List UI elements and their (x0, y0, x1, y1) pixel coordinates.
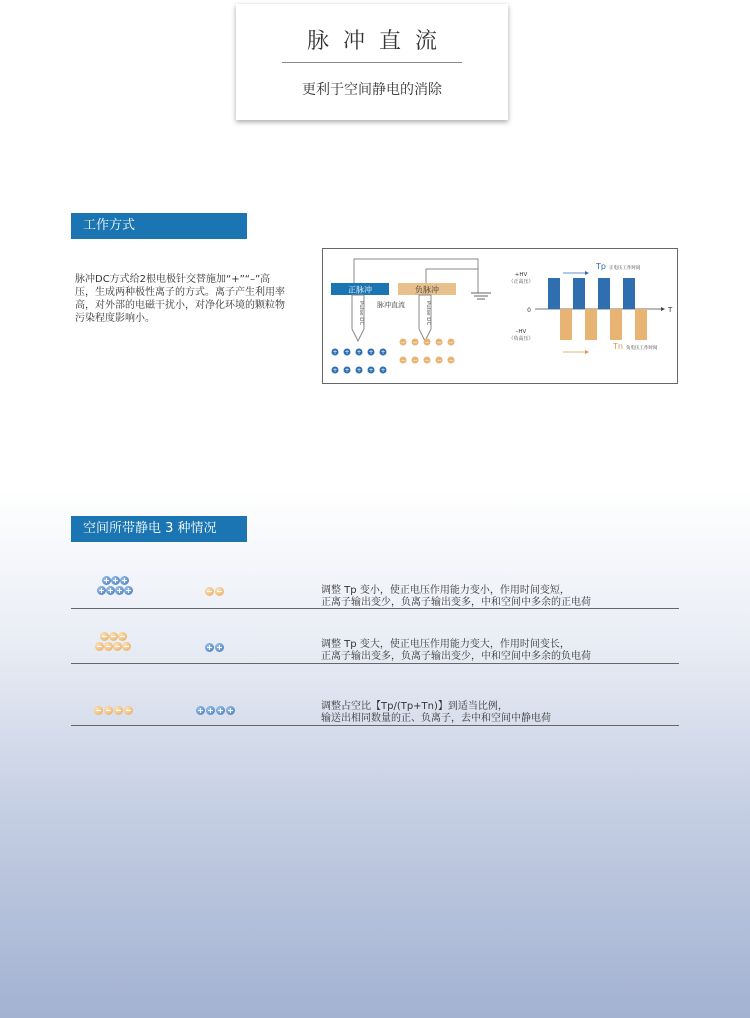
page-subtitle: 更利于空间静电的消除 (302, 82, 442, 98)
negative-ion-icon: − (216, 587, 223, 596)
positive-ion-icon: + (216, 643, 223, 652)
row2-line1: 调整 Tp 变大，使正电压作用能力变大，作用时间变长， (321, 639, 570, 650)
ion-symbol: − (436, 357, 442, 365)
negative-ion-icon: − (206, 587, 213, 596)
positive-ion-icon: + (206, 643, 213, 652)
positive-ion-icon: + (217, 706, 224, 715)
positive-ion-icon: + (125, 586, 132, 595)
negative-ion-icon: − (123, 642, 130, 651)
row2-divider (71, 663, 679, 664)
negative-ion-icon: − (101, 632, 108, 641)
negative-ion-icon: − (115, 706, 122, 715)
ion-symbol: + (380, 349, 386, 357)
positive-pulse-bar (623, 278, 635, 309)
negative-pulse-bar (585, 309, 597, 340)
positive-ion-icon: + (107, 586, 114, 595)
ion-symbol: − (436, 339, 442, 347)
minus-hv-sub-label: （负高压） (508, 336, 534, 342)
zero-label: 0 (527, 307, 531, 314)
tp-desc: 正电压工作时间 (609, 266, 641, 271)
positive-ion-icon: + (207, 706, 214, 715)
row3-line2: 输送出相同数量的正、负离子，去中和空间中静电荷 (321, 713, 551, 724)
positive-pulse-bar (598, 278, 610, 309)
ion-symbol: + (344, 367, 350, 375)
row3-text (321, 701, 551, 725)
ion-symbol: + (368, 349, 374, 357)
ion-symbol: + (368, 367, 374, 375)
tp-label: Tp (596, 262, 606, 271)
pulse-dc-center-label: 脉冲直流 (377, 301, 405, 309)
working-mode-description: 脉冲DC方式给2根电极针交替施加“+”“–”高压，生成两种极性离子的方式。离子产生利用率高，对外部的电磁干扰小，对净化环境的颗粒物污染程度影响小。 (75, 274, 285, 324)
ion-symbol: + (380, 367, 386, 375)
row1-line2: 正离子输出变少，负离子输出变多，中和空间中多余的正电荷 (321, 597, 591, 608)
ion-symbol: + (332, 367, 338, 375)
pulse-dc-diagram (322, 248, 678, 384)
ion-symbol: + (356, 349, 362, 357)
diagram-negative-ions (400, 339, 455, 365)
ion-symbol: − (424, 357, 430, 365)
ion-symbol: − (448, 357, 454, 365)
ion-symbol: − (412, 357, 418, 365)
positive-ion-icon: + (121, 576, 128, 585)
pos-pulse-label: 正脉冲 (348, 285, 372, 295)
negative-ion-icon: − (119, 632, 126, 641)
tn-desc: 负电压工作时间 (626, 346, 658, 351)
plus-hv-label: +HV (514, 272, 528, 278)
ion-symbol: − (400, 339, 406, 347)
section-heading-working-mode: 工作方式 (71, 213, 247, 239)
minus-hv-label: –HV (515, 329, 527, 335)
negative-ion-icon: − (105, 642, 112, 651)
row1-line1: 调整 Tp 变小，使正电压作用能力变小，作用时间变短， (321, 585, 570, 596)
positive-ion-icon: + (227, 706, 234, 715)
title-card (236, 4, 508, 120)
ion-symbol: + (356, 367, 362, 375)
positive-ion-icon: + (112, 576, 119, 585)
tp-arrow-icon (585, 271, 589, 275)
section-heading-static-cases: 空间所带静电 3 种情况 (71, 516, 247, 542)
ion-symbol: + (332, 349, 338, 357)
row3-divider (71, 725, 679, 726)
diagram-positive-ions (332, 349, 387, 375)
title-divider (282, 62, 462, 63)
wire-negative (426, 269, 478, 283)
ion-symbol: − (412, 339, 418, 347)
pulse-dc-diagram-svg (323, 249, 679, 385)
row2-line2: 正离子输出变多，负离子输出变少，中和空间中多余的负电荷 (321, 651, 591, 662)
positive-ion-icon: + (98, 586, 105, 595)
negative-ion-icon: − (125, 706, 132, 715)
positive-pulse-bar (548, 278, 560, 309)
negative-ion-icon: − (105, 706, 112, 715)
plus-hv-sub-label: （正高压） (508, 279, 534, 285)
negative-ion-icon: − (110, 632, 117, 641)
time-axis-arrow-icon (661, 307, 665, 311)
negative-ion-icon: − (95, 706, 102, 715)
tn-label: Tn (613, 342, 623, 351)
electrode-negative-label: Pulse DC (425, 301, 431, 326)
positive-ion-icon: + (103, 576, 110, 585)
row3-line1: 调整占空比【Tp/(Tp+Tn)】到适当比例， (321, 701, 508, 712)
row1-divider (71, 608, 679, 609)
positive-ion-icon: + (116, 586, 123, 595)
ion-symbol: − (448, 339, 454, 347)
negative-pulse-bar (560, 309, 572, 340)
ion-symbol: + (344, 349, 350, 357)
t-axis-label: T (668, 306, 673, 314)
ion-symbol: − (424, 339, 430, 347)
page-title: 脉冲直流 (306, 29, 451, 54)
row1-text (321, 585, 591, 609)
positive-ion-icon: + (197, 706, 204, 715)
positive-pulse-bar (573, 278, 585, 309)
ion-symbol: − (400, 357, 406, 365)
electrode-positive-label: Pulse DC (358, 301, 364, 326)
neg-pulse-label: 负脉冲 (415, 285, 439, 295)
negative-pulse-bar (610, 309, 622, 340)
negative-ion-icon: − (114, 642, 121, 651)
row2-text (321, 639, 591, 663)
tn-arrow-icon (585, 350, 589, 354)
negative-ion-icon: − (96, 642, 103, 651)
negative-pulse-bar (635, 309, 647, 340)
